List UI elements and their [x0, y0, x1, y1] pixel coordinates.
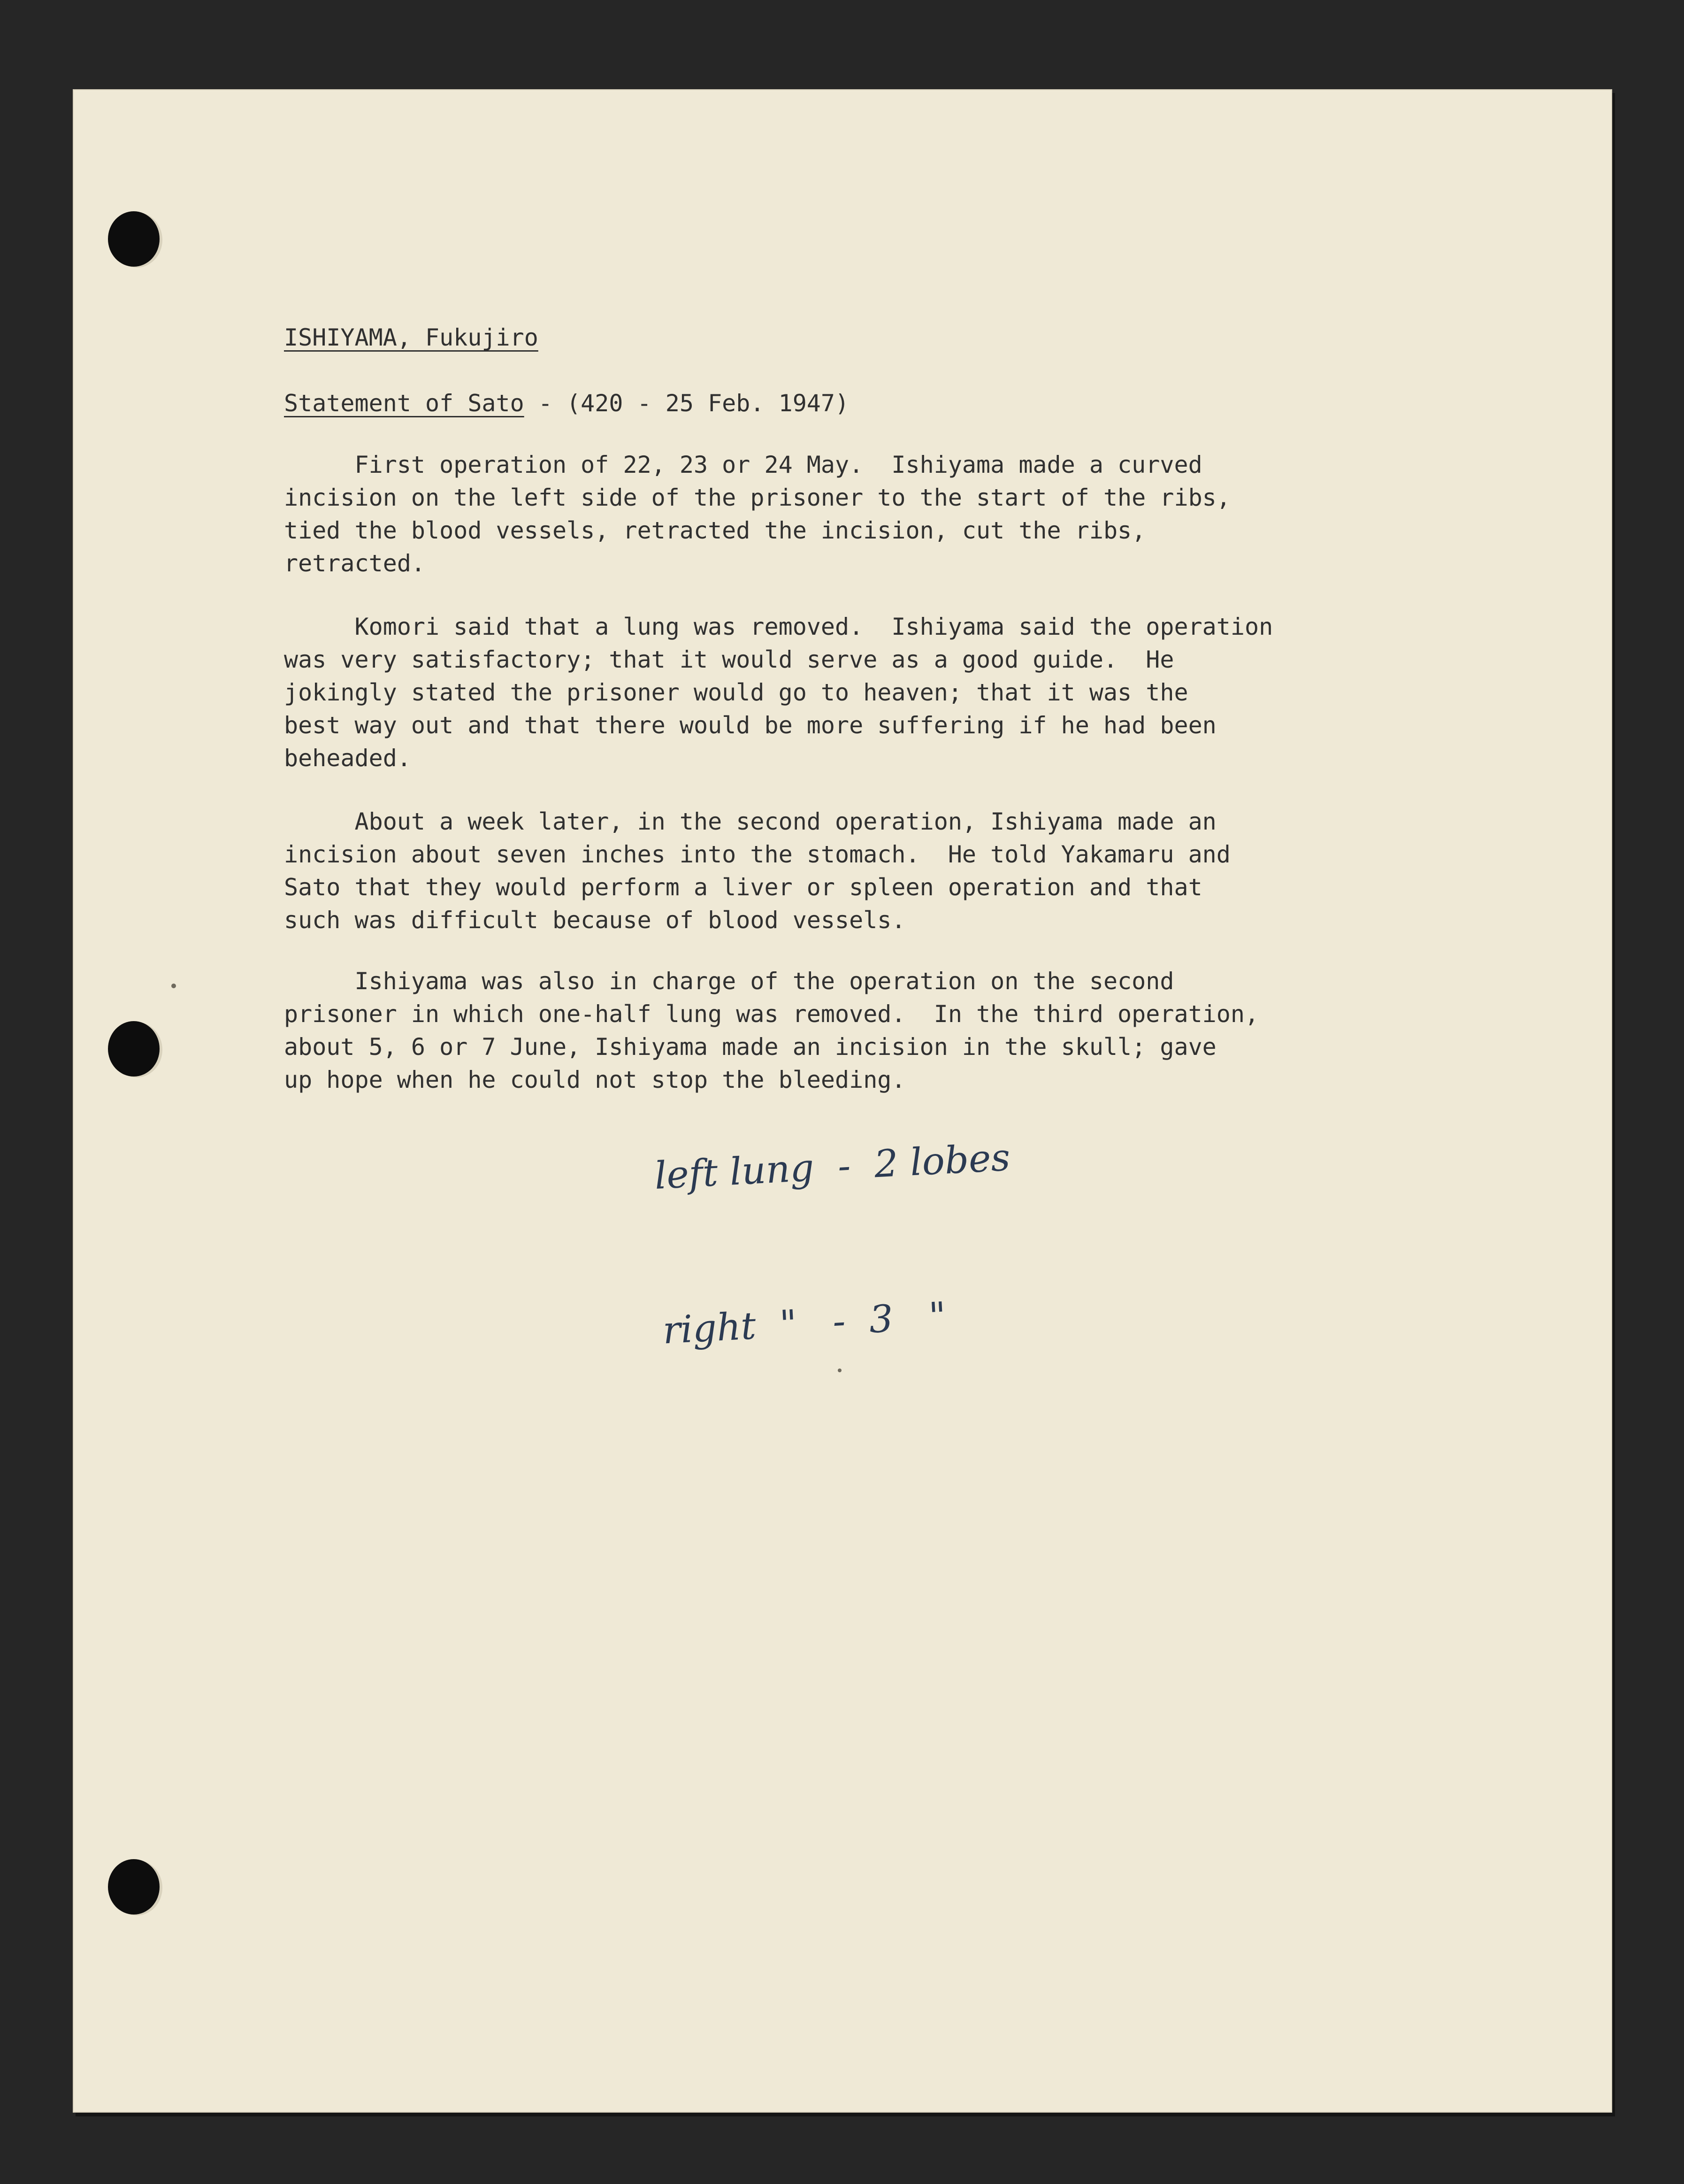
paragraph-second-operation: About a week later, in the second operation, Ishiyama made an incision about seven inches into the stomach. He told Yakamaru and Sato that they would perform a liver or spleen operation and that such was difficult because of blood vessels.	[284, 808, 1231, 934]
statement-title: Statement of Sato	[284, 390, 524, 417]
punch-hole-middle	[108, 1021, 160, 1077]
title-name: ISHIYAMA, Fukujiro	[284, 324, 538, 351]
paragraph-third-operation: Ishiyama was also in charge of the operation on the second prisoner in which one-half lung was removed. In the third operation, about 5, 6 or 7 June, Ishiyama made an incision in the skull; gave up hope when he could not stop the bleeding.	[284, 968, 1259, 1093]
punch-hole-top	[108, 211, 160, 267]
paragraph-komori: Komori said that a lung was removed. Ishiyama said the operation was very satisfactory; that it would serve as a good guide. He jokingly stated the prisoner would go to heaven; that it was the best way out and that there would be more suffering if he had been beheaded.	[284, 613, 1273, 772]
handwritten-note	[648, 1029, 1022, 1408]
handwritten-line-right-lung: right " - 3 "	[661, 1293, 948, 1353]
paper-speck	[171, 984, 176, 988]
document-title	[284, 324, 538, 351]
paragraph-first-operation: First operation of 22, 23 or 24 May. Ishiyama made a curved incision on the left side of the prisoner to the start of the ribs, tied the blood vessels, retracted the incision, cut the ribs, retracted.	[284, 451, 1231, 577]
statement-reference: - (420 - 25 Feb. 1947)	[524, 390, 850, 417]
statement-heading	[284, 390, 849, 417]
punch-hole-bottom	[108, 1859, 160, 1915]
handwritten-line-left-lung: left lung - 2 lobes	[653, 1135, 1011, 1198]
